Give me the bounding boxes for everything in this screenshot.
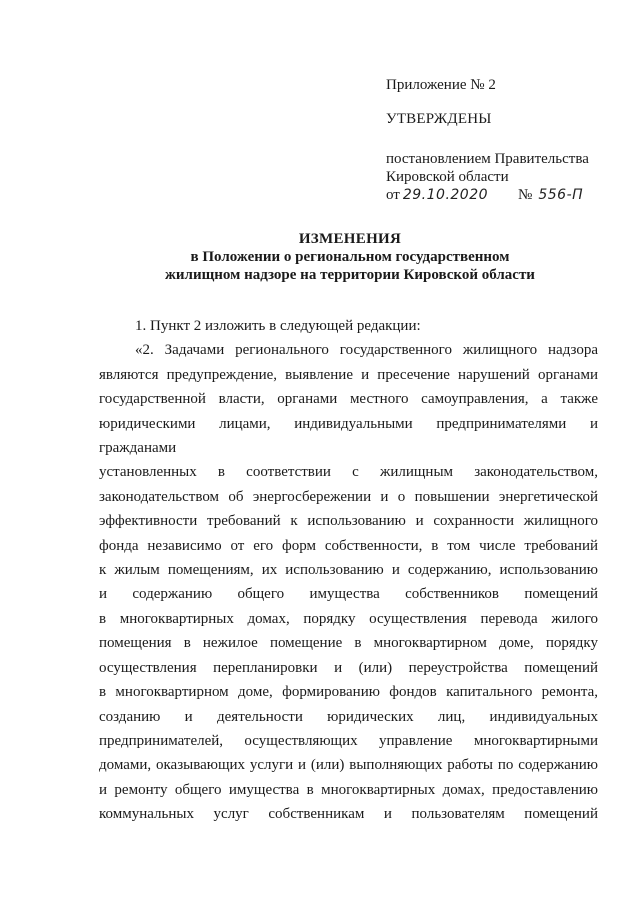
paragraph-line: домами, оказывающих услуги и (или) выполняющих работы по содержанию xyxy=(99,757,598,774)
paragraph-line: установленных в соответствии с жилищным законодательством, xyxy=(99,464,598,481)
handwritten-date: 29.10.2020 xyxy=(402,187,489,203)
decree-line-1: постановлением Правительства xyxy=(386,151,589,167)
date-number-row xyxy=(386,186,626,204)
handwritten-number: 556-П xyxy=(538,187,584,203)
paragraph-line: «2. Задачами регионального государственного жилищного надзора xyxy=(135,342,598,359)
paragraph-line: законодательством об энергосбережении и о повышении энергетической xyxy=(99,488,598,505)
paragraph-line: помещения в нежилое помещение в многоквартирном доме, порядку xyxy=(99,635,598,652)
paragraph-line: фонда независимо от его форм собственности, в том числе требований xyxy=(99,537,598,554)
paragraph-line: в многоквартирном доме, формированию фондов капитального ремонта, xyxy=(99,684,598,701)
paragraph-line: юридическими лицами, индивидуальными предпринимателями и гражданами xyxy=(99,415,598,457)
paragraph-line: осуществления перепланировки и (или) переустройства помещений xyxy=(99,659,598,676)
decree-reference xyxy=(386,150,626,204)
approved-heading: УТВЕРЖДЕНЫ xyxy=(386,111,492,127)
appendix-label: Приложение № 2 xyxy=(386,77,496,93)
paragraph-line: предпринимателей, осуществляющих управление многоквартирными xyxy=(99,732,598,749)
title-line-2: в Положении о региональном государственном xyxy=(190,249,510,265)
decree-line-2: Кировской области xyxy=(386,169,509,185)
date-prefix: от xyxy=(386,187,400,203)
paragraph-line: государственной власти, органами местного самоуправления, а также xyxy=(99,391,598,408)
paragraph-line: созданию и деятельности юридических лиц, индивидуальных xyxy=(99,708,598,725)
title-line-3: жилищном надзоре на территории Кировской области xyxy=(165,267,535,283)
paragraph-line: и содержанию общего имущества собственников помещений xyxy=(99,586,598,603)
document-body xyxy=(99,314,598,827)
approval-block xyxy=(386,76,626,204)
paragraph-line: коммунальных услуг собственникам и пользователям помещений xyxy=(99,806,598,823)
paragraph-line: эффективности требований к использованию и сохранности жилищного xyxy=(99,513,598,530)
document-title xyxy=(100,230,600,284)
paragraph-line: в многоквартирных домах, порядку осуществления перевода жилого xyxy=(99,610,598,627)
paragraph-line: к жилым помещениям, их использованию и содержанию, использованию xyxy=(99,562,598,579)
title-main: ИЗМЕНЕНИЯ xyxy=(298,231,402,247)
paragraph-line: и ремонту общего имущества в многоквартирных домах, предоставлению xyxy=(99,781,598,798)
paragraph-2 xyxy=(99,338,598,826)
item-1-text: 1. Пункт 2 изложить в следующей редакции: xyxy=(135,318,421,334)
number-prefix: № xyxy=(518,187,533,203)
paragraph-line: являются предупреждение, выявление и пресечение нарушений органами xyxy=(99,366,598,383)
